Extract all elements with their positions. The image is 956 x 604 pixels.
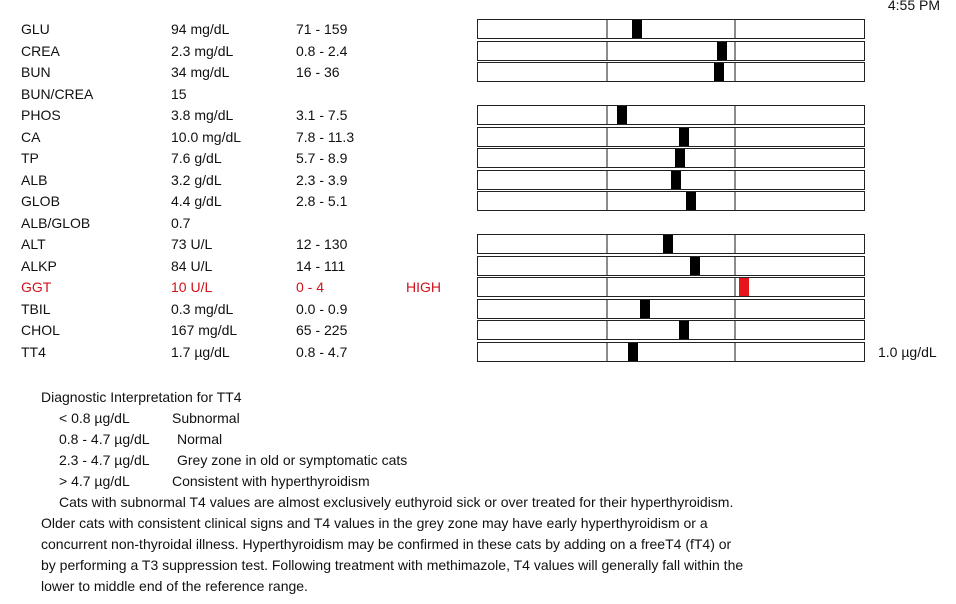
test-value: 94 mg/dL xyxy=(171,21,230,37)
interpretation-range-row xyxy=(41,450,921,471)
interpretation-description: Normal xyxy=(177,431,223,447)
range-boundary-tick xyxy=(734,235,736,253)
reference-range: 71 - 159 xyxy=(296,21,348,37)
range-boundary-tick xyxy=(606,235,608,253)
interpretation-paragraph-line: Older cats with consistent clinical signs and T4 values in the grey zone may have early hyperthyroidism or a xyxy=(41,515,708,531)
test-value: 3.8 mg/dL xyxy=(171,107,234,123)
result-row-ca xyxy=(0,127,956,148)
range-bar xyxy=(477,342,865,362)
test-value: 10 U/L xyxy=(171,279,213,295)
test-value: 0.3 mg/dL xyxy=(171,300,234,317)
test-value: 15 xyxy=(171,85,187,102)
test-name: ALB xyxy=(21,171,48,188)
test-name: ALKP xyxy=(21,257,57,274)
interpretation-range: < 0.8 µg/dL xyxy=(59,410,130,426)
test-name: BUN xyxy=(21,64,51,80)
result-row-ggt xyxy=(0,277,956,298)
test-value: 10.0 mg/dL xyxy=(171,128,242,145)
range-boundary-tick xyxy=(606,128,608,146)
test-value: 7.6 g/dL xyxy=(171,150,222,166)
test-name: GLOB xyxy=(21,193,60,209)
test-name: ALB/GLOB xyxy=(21,214,91,231)
high-flag: HIGH xyxy=(406,279,441,295)
result-row-crea xyxy=(0,41,956,62)
range-boundary-tick xyxy=(606,171,608,189)
range-boundary-tick xyxy=(606,42,608,60)
value-marker xyxy=(671,171,681,189)
test-name: TT4 xyxy=(21,343,46,360)
test-name: CREA xyxy=(21,42,60,59)
range-boundary-tick xyxy=(734,278,736,296)
reference-range: 2.3 - 3.9 xyxy=(296,171,348,188)
range-boundary-tick xyxy=(734,171,736,189)
result-row-phos xyxy=(0,105,956,126)
range-boundary-tick xyxy=(734,321,736,339)
range-boundary-tick xyxy=(734,106,736,124)
range-boundary-tick xyxy=(734,63,736,81)
range-boundary-tick xyxy=(606,257,608,275)
test-name: BUN/CREA xyxy=(21,85,94,102)
result-row-bun xyxy=(0,62,956,83)
range-boundary-tick xyxy=(734,300,736,318)
interpretation-range: > 4.7 µg/dL xyxy=(59,473,130,489)
value-marker xyxy=(663,235,673,253)
test-value: 73 U/L xyxy=(171,236,213,252)
test-name: GLU xyxy=(21,21,50,37)
value-marker xyxy=(679,321,689,339)
result-row-alb xyxy=(0,170,956,191)
value-marker xyxy=(686,192,696,210)
result-row-tp xyxy=(0,148,956,169)
result-row-tt4 xyxy=(0,342,956,363)
interpretation-range: 0.8 - 4.7 µg/dL xyxy=(59,431,150,447)
tt4-interpretation xyxy=(41,387,921,597)
reference-range: 14 - 111 xyxy=(296,257,346,274)
range-boundary-tick xyxy=(606,20,608,38)
value-marker xyxy=(739,278,749,296)
test-name: PHOS xyxy=(21,107,61,123)
reference-range: 7.8 - 11.3 xyxy=(296,128,355,145)
test-name: CA xyxy=(21,128,41,145)
value-marker xyxy=(679,128,689,146)
range-bar xyxy=(477,320,865,340)
range-boundary-tick xyxy=(606,300,608,318)
reference-range: 0.0 - 0.9 xyxy=(296,300,348,317)
interpretation-paragraph xyxy=(41,492,921,597)
interpretation-description: Grey zone in old or symptomatic cats xyxy=(177,452,408,468)
test-name: CHOL xyxy=(21,322,60,338)
range-boundary-tick xyxy=(734,343,736,361)
test-value: 2.3 mg/dL xyxy=(171,42,234,59)
print-time: 4:55 PM xyxy=(887,0,940,13)
reference-range: 12 - 130 xyxy=(296,236,348,252)
reference-range: 3.1 - 7.5 xyxy=(296,107,348,123)
reference-range: 0.8 - 4.7 xyxy=(296,343,348,360)
value-marker xyxy=(640,300,650,318)
range-bar xyxy=(477,62,865,82)
test-value: 84 U/L xyxy=(171,257,213,274)
result-row-glob xyxy=(0,191,956,212)
interpretation-range: 2.3 - 4.7 µg/dL xyxy=(59,452,150,468)
range-boundary-tick xyxy=(606,192,608,210)
result-row-glu xyxy=(0,19,956,40)
interpretation-range-row xyxy=(41,471,921,492)
result-row-chol xyxy=(0,320,956,341)
range-boundary-tick xyxy=(734,20,736,38)
range-bar xyxy=(477,277,865,297)
reference-range: 5.7 - 8.9 xyxy=(296,150,348,166)
range-bar xyxy=(477,191,865,211)
reference-range: 2.8 - 5.1 xyxy=(296,193,348,209)
range-bar xyxy=(477,148,865,168)
value-marker xyxy=(675,149,685,167)
range-boundary-tick xyxy=(606,106,608,124)
test-value: 34 mg/dL xyxy=(171,64,230,80)
interpretation-title: Diagnostic Interpretation for TT4 xyxy=(41,389,242,405)
value-marker xyxy=(690,257,700,275)
test-name: GGT xyxy=(21,279,52,295)
range-boundary-tick xyxy=(734,192,736,210)
range-bar xyxy=(477,170,865,190)
reference-range: 65 - 225 xyxy=(296,322,348,338)
range-boundary-tick xyxy=(734,128,736,146)
interpretation-paragraph-line: by performing a T3 suppression test. Following treatment with methimazole, T4 values will generally fall within the xyxy=(41,557,744,573)
range-bar xyxy=(477,256,865,276)
bar-right-label: 1.0 µg/dL xyxy=(878,343,937,360)
range-boundary-tick xyxy=(606,321,608,339)
range-boundary-tick xyxy=(606,149,608,167)
range-boundary-tick xyxy=(606,63,608,81)
test-value: 3.2 g/dL xyxy=(171,171,222,188)
reference-range: 16 - 36 xyxy=(296,64,340,80)
test-name: TP xyxy=(21,150,39,166)
range-bar xyxy=(477,299,865,319)
test-name: ALT xyxy=(21,236,46,252)
interpretation-paragraph-line: concurrent non-thyroidal illness. Hyperthyroidism may be confirmed in these cats by adding on a freeT4 (fT4) or xyxy=(41,536,732,552)
range-boundary-tick xyxy=(606,278,608,296)
interpretation-paragraph-line: Cats with subnormal T4 values are almost exclusively euthyroid sick or over treated for their hyperthyroidism. xyxy=(59,494,734,510)
range-boundary-tick xyxy=(734,42,736,60)
value-marker xyxy=(717,42,727,60)
result-row-alt xyxy=(0,234,956,255)
interpretation-range-row xyxy=(41,408,921,429)
result-row-alkp xyxy=(0,256,956,277)
range-bar xyxy=(477,234,865,254)
range-bar xyxy=(477,105,865,125)
interpretation-paragraph-line: lower to middle end of the reference range. xyxy=(41,578,308,594)
value-marker xyxy=(617,106,627,124)
reference-range: 0.8 - 2.4 xyxy=(296,42,348,59)
range-bar xyxy=(477,41,865,61)
result-row-bun-crea xyxy=(0,84,956,105)
interpretation-range-row xyxy=(41,429,921,450)
interpretation-ranges xyxy=(41,408,921,492)
reference-range: 0 - 4 xyxy=(296,279,325,295)
test-value: 1.7 µg/dL xyxy=(171,343,230,360)
range-boundary-tick xyxy=(734,149,736,167)
result-row-tbil xyxy=(0,299,956,320)
interpretation-description: Consistent with hyperthyroidism xyxy=(172,473,370,489)
test-value: 0.7 xyxy=(171,214,191,231)
value-marker xyxy=(632,20,642,38)
test-value: 167 mg/dL xyxy=(171,322,238,338)
result-row-alb-glob xyxy=(0,213,956,234)
value-marker xyxy=(714,63,724,81)
value-marker xyxy=(628,343,638,361)
range-bar xyxy=(477,127,865,147)
range-boundary-tick xyxy=(606,343,608,361)
test-value: 4.4 g/dL xyxy=(171,193,222,209)
test-name: TBIL xyxy=(21,300,51,317)
interpretation-description: Subnormal xyxy=(172,410,240,426)
range-bar xyxy=(477,19,865,39)
range-boundary-tick xyxy=(734,257,736,275)
